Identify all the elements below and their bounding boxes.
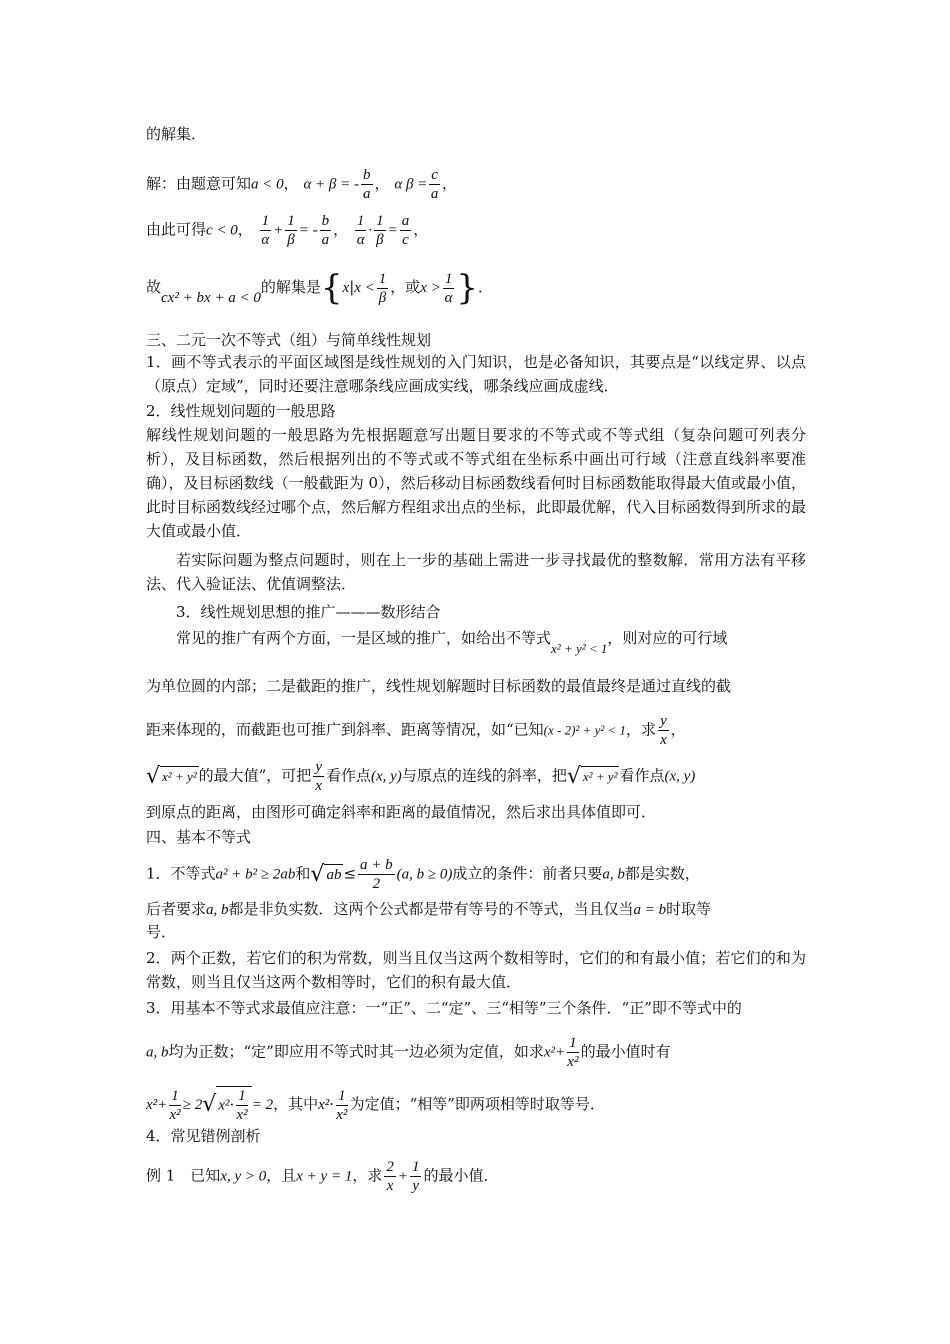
fraction: $\frac{b}{a}$ xyxy=(321,213,330,248)
fraction: $\frac{1}{y}$ xyxy=(411,1159,420,1194)
text-line: 1．不等式a² + b² ≥ 2ab和√ ab ≤ $\frac{a + b}{2}$ (a, b ≥ 0)成立的条件：前者只要a, b都是实数， xyxy=(146,857,700,892)
fraction: $\frac{y}{x}$ xyxy=(315,759,322,794)
solution-line: 解：由题意可知a < 0， α + β = - $\frac{b}{a}$ ， α β = $\frac{c}{a}$ ， xyxy=(146,167,457,202)
fraction: $\frac{1}{\text{x²}}$ xyxy=(567,1035,579,1070)
fraction: $\frac{c}{a}$ xyxy=(430,167,439,202)
math-expr: c < 0 xyxy=(206,222,238,239)
section-heading: 三、二元一次不等式（组）与简单线性规划 xyxy=(146,331,432,349)
fraction: $\frac{1}{\beta}$ xyxy=(378,270,387,306)
subheading: 2．线性规划问题的一般思路 xyxy=(146,402,336,420)
math-expr: a < 0 xyxy=(251,176,284,193)
text-line: a, b均为正数；“定”即应用不等式时其一边必须为定值，如求x²+ $\frac{1}{\text{x²}}$ 的最小值时有 xyxy=(146,1035,671,1070)
fraction: $\frac{1}{\text{x²}}$ xyxy=(336,1087,348,1123)
math-expr: cx² + bx + a < 0 xyxy=(161,290,261,306)
text-line: x²+ $\frac{1}{\text{x²}}$ ≥ 2√ x²· $\frac{1}{\text{x²}}$ = 2，其中x²· $\frac{1}{\text{x²}}$ 为定值；“相等”即两项相等时取等号． xyxy=(146,1087,605,1123)
fraction: $\frac{1}{\alpha}$ xyxy=(444,270,453,306)
fraction: $\frac{a + b}{2}$ xyxy=(360,857,393,892)
example-line: 例 1 已知x, y > 0，且x + y = 1，求 $\frac{2}{x}$ + $\frac{1}{y}$ 的最小值． xyxy=(146,1159,499,1194)
sqrt: √ x²· $\frac{1}{\text{x²}}$ xyxy=(202,1086,251,1124)
paragraph: 1．画不等式表示的平面区域图是线性规划的入门知识，也是必备知识，其要点是“以线定界、以点（原点）定域”，同时还要注意哪条线应画成实线，哪条线应画成虚线． xyxy=(146,353,806,395)
paragraph: 2．两个正数，若它们的积为常数，则当且仅当这两个数相等时，它们的和有最小值；若它们的和为常数，则当且仅当这两个数相等时，它们的积有最大值． xyxy=(146,949,806,991)
fraction: $\frac{b}{a}$ xyxy=(363,167,371,202)
fraction: $\frac{y}{x}$ xyxy=(660,713,667,748)
paragraph: 若实际问题为整点问题时，则在上一步的基础上需进一步寻找最优的整数解．常用方法有平移法、代入验证法、优值调整法． xyxy=(146,551,806,593)
sqrt: √ x² + y² xyxy=(146,763,197,789)
subheading: 3．线性规划思想的推广———数形结合 xyxy=(176,603,441,621)
sqrt: √ x² + y² xyxy=(566,763,618,789)
fraction: $\frac{a}{c}$ xyxy=(401,213,410,248)
text-line: 常见的推广有两个方面，一是区域的推广，如给出不等式x² + y² < 1，则对应的可行域 xyxy=(176,629,728,656)
fraction: $\frac{1}{\alpha}$ xyxy=(356,213,365,248)
text-line: 的解集． xyxy=(146,125,207,143)
text-line: 后者要求a, b都是非负实数．这两个公式都是带有等号的不等式，当且仅当a = b时取等 xyxy=(146,900,712,918)
text-line: 号． xyxy=(146,923,177,941)
text-line: 为单位圆的内部；二是截距的推广，线性规划解题时目标函数的最值最终是通过直线的截 xyxy=(146,677,732,695)
text-line: 距来体现的，而截距也可推广到斜率、距离等情况，如“已知(x - 2)² + y² < 1，求 $\frac{y}{x}$ ， xyxy=(146,713,686,748)
derived-line: 由此可得c < 0， $\frac{1}{\alpha}$ + $\frac{1}{\beta}$ = - $\frac{b}{a}$ ， $\frac{1}{\alpha}$ · $\frac{1}{\beta}$ = $\frac{a}{c}$ ， xyxy=(146,213,429,248)
math-expr: α + β = - xyxy=(303,176,360,193)
math-expr: α β = xyxy=(394,176,428,193)
subheading: 4．常见错例剖析 xyxy=(146,1127,261,1145)
section-heading: 四、基本不等式 xyxy=(146,828,252,846)
fraction: $\frac{2}{x}$ xyxy=(386,1159,394,1194)
sqrt: √ ab xyxy=(310,861,342,887)
fraction: $\frac{1}{\text{x²}}$ xyxy=(169,1087,181,1123)
solution-set-line: 故cx² + bx + a < 0的解集是{x|x < $\frac{1}{\beta}$ ，或x > $\frac{1}{\alpha}$ }． xyxy=(146,268,493,308)
text-line: 3．用基本不等式求最值应注意：一“正”、二“定”、三“相等”三个条件．“正”即不等式中的 xyxy=(146,999,742,1017)
fraction: $\frac{1}{\beta}$ xyxy=(376,213,384,248)
fraction: $\frac{1}{\alpha}$ xyxy=(261,213,270,248)
text-line: √ x² + y² 的最大值”，可把 $\frac{y}{x}$ 看作点(x, y)与原点的连线的斜率，把√ x² + y² 看作点(x, y) xyxy=(146,759,696,794)
paragraph: 解线性规划问题的一般思路为先根据题意写出题目要求的不等式或不等式组（复杂问题可列表分析），及目标函数，然后根据列出的不等式或不等式组在坐标系中画出可行域（注意直线斜率要准确），及目标函数线（一般截距为 0），然后移动目标函数线看何时目标函数能取得最大值或最小值，此时目标函数线经过哪个点，然后解方程组求出点的坐标，此即最优解，代入目标函数得到所求的最大值或最小值． xyxy=(146,426,807,540)
text-line: 到原点的距离，由图形可确定斜率和距离的最值情况，然后求出具体值即可． xyxy=(146,803,657,821)
fraction: $\frac{1}{\beta}$ xyxy=(287,213,295,248)
